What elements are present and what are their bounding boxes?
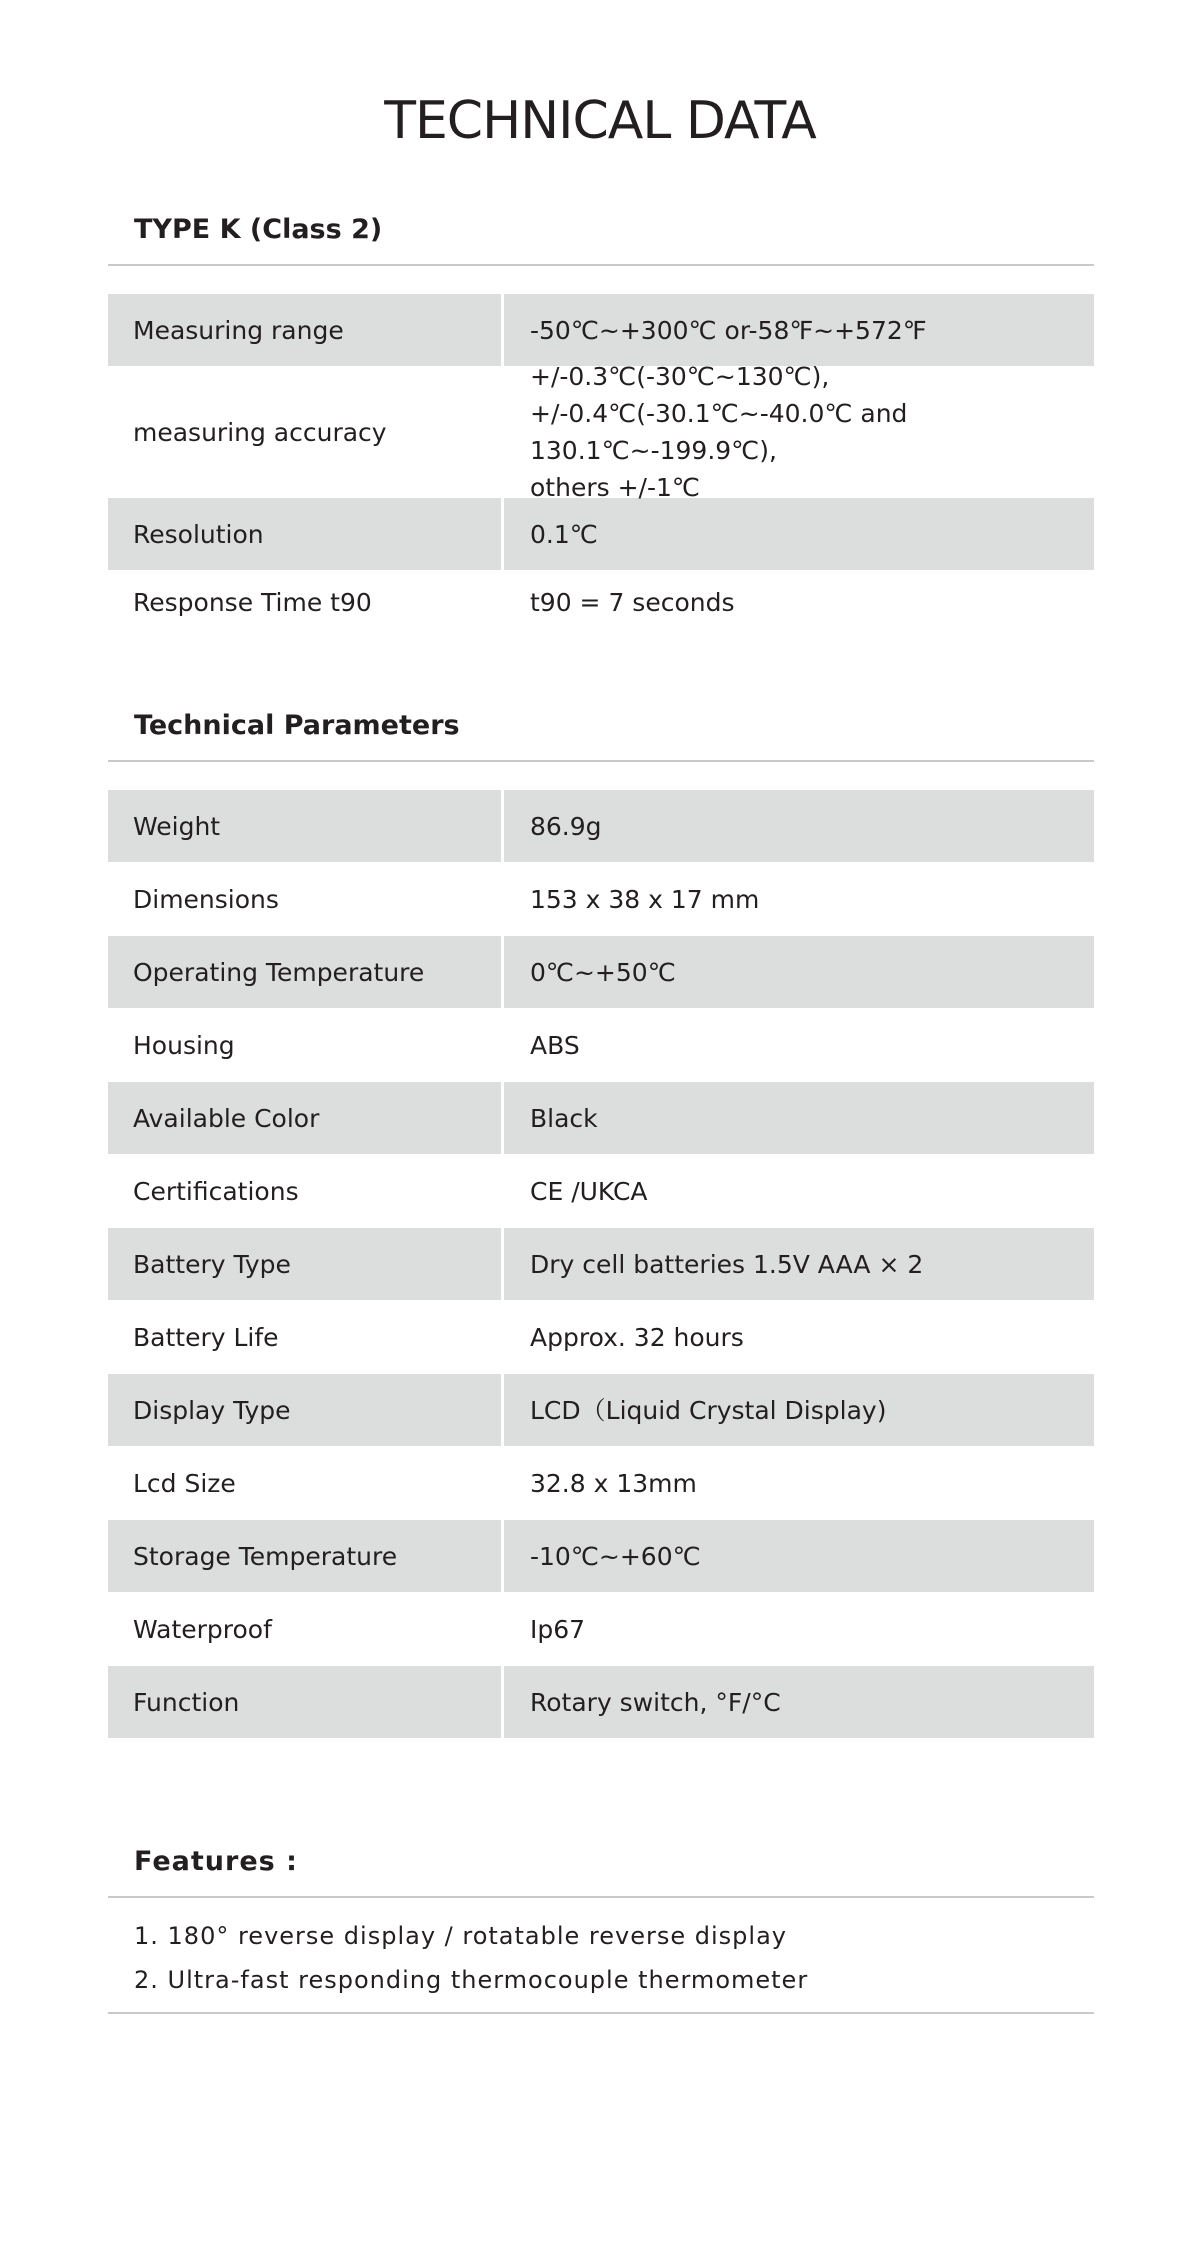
row-value: CE /UKCA: [530, 1176, 648, 1206]
row-value: t90 = 7 seconds: [530, 587, 735, 617]
table-row: [108, 1593, 1094, 1665]
row-value: 153 x 38 x 17 mm: [530, 884, 760, 914]
row-label: Housing: [133, 1030, 235, 1060]
type-k-spec-table: [108, 294, 1094, 634]
table-row: [108, 1447, 1094, 1519]
table-row: [108, 1082, 1094, 1154]
row-value: Dry cell batteries 1.5V AAA × 2: [530, 1249, 924, 1279]
value-line: +/-0.4℃(-30.1℃~-40.0℃ and 130.1℃~-199.9℃),: [530, 399, 908, 465]
table-row: [108, 570, 1094, 634]
row-value: ABS: [530, 1030, 580, 1060]
row-label: Function: [108, 1666, 504, 1738]
table-row: [108, 362, 1094, 502]
row-value: -50℃~+300℃ or-58℉~+572℉: [530, 315, 927, 345]
table-row: [108, 1301, 1094, 1373]
table-row: [108, 1228, 1094, 1300]
row-value: Rotary switch, °F/°C: [530, 1687, 781, 1717]
value-line: +/-0.3℃(-30℃~130℃),: [530, 362, 830, 391]
section-heading-technical-parameters: Technical Parameters: [108, 710, 1094, 762]
features-list: [108, 1898, 1094, 2014]
row-label: measuring accuracy: [133, 417, 387, 447]
row-label: Display Type: [108, 1374, 504, 1446]
row-value: LCD（Liquid Crystal Display): [530, 1395, 887, 1425]
row-value: 86.9g: [530, 811, 602, 841]
table-row: [108, 294, 1094, 366]
table-row: [108, 1520, 1094, 1592]
section-heading-type-k: TYPE K (Class 2): [108, 214, 1094, 266]
technical-parameters-table: [108, 790, 1094, 1739]
list-item: 2. Ultra-fast responding thermocouple thermometer: [134, 1966, 809, 1994]
table-row: [108, 790, 1094, 862]
value-line: others +/-1℃: [530, 473, 700, 502]
row-label: Weight: [108, 790, 504, 862]
row-value: 0.1℃: [530, 519, 598, 549]
row-label: Lcd Size: [133, 1468, 236, 1498]
row-value: Black: [530, 1103, 598, 1133]
row-value: [504, 358, 1094, 506]
table-row: [108, 1374, 1094, 1446]
row-label: Measuring range: [108, 294, 504, 366]
row-label: Battery Life: [133, 1322, 279, 1352]
row-label: Storage Temperature: [108, 1520, 504, 1592]
table-row: [108, 1009, 1094, 1081]
list-item: 1. 180° reverse display / rotatable reverse display: [134, 1922, 787, 1950]
page-title: TECHNICAL DATA: [384, 91, 816, 151]
row-label: Waterproof: [133, 1614, 272, 1644]
row-value: Ip67: [530, 1614, 586, 1644]
row-label: Available Color: [108, 1082, 504, 1154]
row-label: Response Time t90: [133, 587, 372, 617]
table-row: [108, 936, 1094, 1008]
table-row: [108, 1155, 1094, 1227]
row-value: Approx. 32 hours: [530, 1322, 744, 1352]
row-value: 32.8 x 13mm: [530, 1468, 697, 1498]
table-row: [108, 1666, 1094, 1738]
row-label: Certifications: [133, 1176, 299, 1206]
row-value: -10℃~+60℃: [530, 1541, 701, 1571]
row-value: 0℃~+50℃: [530, 957, 676, 987]
row-label: Operating Temperature: [108, 936, 504, 1008]
row-label: Dimensions: [133, 884, 279, 914]
row-label: Battery Type: [108, 1228, 504, 1300]
table-row: [108, 498, 1094, 570]
row-label: Resolution: [108, 498, 504, 570]
section-heading-features: Features :: [108, 1846, 1094, 1898]
table-row: [108, 863, 1094, 935]
